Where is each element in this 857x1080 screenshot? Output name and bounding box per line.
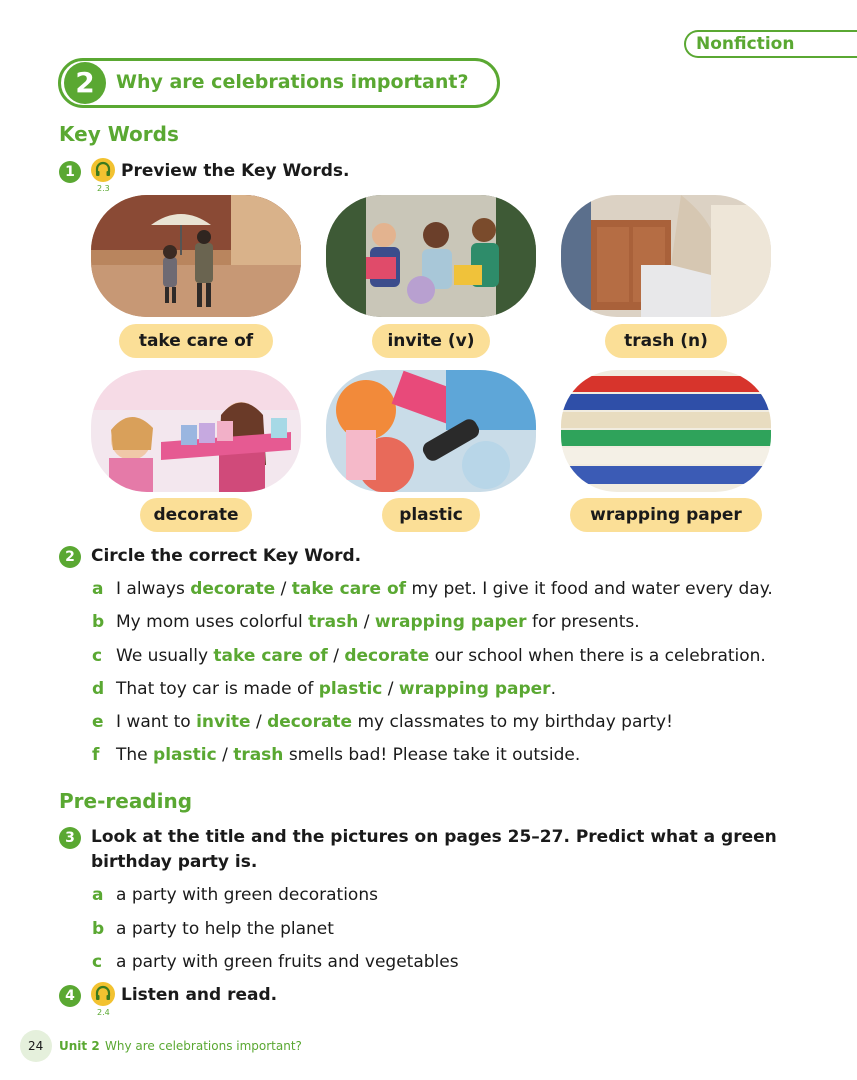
photo-decorate bbox=[91, 370, 301, 492]
key-word-option[interactable]: plastic bbox=[153, 745, 217, 765]
step-2-number: 2 bbox=[59, 546, 81, 568]
option-text: a party with green decorations bbox=[116, 885, 378, 905]
question-letter: e bbox=[92, 712, 104, 732]
audio-track-number: 2.4 bbox=[97, 1008, 110, 1017]
option-separator: / bbox=[333, 646, 339, 666]
photo-take-care-of bbox=[91, 195, 301, 317]
footer-title: Why are celebrations important? bbox=[105, 1039, 302, 1053]
sentence-end: for presents. bbox=[531, 612, 640, 632]
sentence-start: My mom uses colorful bbox=[116, 612, 303, 632]
key-word-wrapping-paper: wrapping paper bbox=[570, 498, 762, 532]
key-word-plastic: plastic bbox=[382, 498, 480, 532]
key-word-option[interactable]: plastic bbox=[318, 679, 383, 699]
key-word-option[interactable]: wrapping paper bbox=[398, 679, 551, 699]
photo-wrapping-paper bbox=[561, 370, 771, 492]
key-word-invite: invite (v) bbox=[372, 324, 490, 358]
sentence-end: smells bad! Please take it outside. bbox=[288, 745, 581, 765]
key-word-option[interactable]: take care of bbox=[213, 646, 328, 666]
key-word-option[interactable]: trash bbox=[308, 612, 359, 632]
option-separator: / bbox=[222, 745, 228, 765]
question-sentence bbox=[116, 712, 673, 732]
option-letter: b bbox=[92, 919, 105, 939]
step-1-number: 1 bbox=[59, 161, 81, 183]
option-letter: a bbox=[92, 885, 104, 905]
unit-title: Why are celebrations important? bbox=[116, 71, 469, 93]
sentence-start: I always bbox=[116, 579, 185, 599]
step-3-instruction-line-2: birthday party is. bbox=[91, 852, 258, 872]
page-number: 24 bbox=[28, 1039, 44, 1053]
key-word-option[interactable]: wrapping paper bbox=[374, 612, 527, 632]
key-word-option[interactable]: decorate bbox=[344, 646, 430, 666]
step-1-instruction: Preview the Key Words. bbox=[121, 161, 350, 181]
key-word-take-care-of: take care of bbox=[119, 324, 273, 358]
option-separator: / bbox=[363, 612, 370, 632]
option-letter: c bbox=[92, 952, 103, 972]
sentence-end: my pet. I give it food and water every day. bbox=[411, 579, 773, 599]
key-word-option[interactable]: trash bbox=[233, 745, 284, 765]
photo-trash bbox=[561, 195, 771, 317]
sentence-end: our school when there is a celebration. bbox=[434, 646, 766, 666]
audio-track-number: 2.3 bbox=[97, 184, 110, 193]
question-sentence bbox=[116, 745, 580, 765]
sentence-end: . bbox=[550, 679, 556, 699]
question-letter: c bbox=[92, 646, 103, 666]
option-text: a party with green fruits and vegetables bbox=[116, 952, 459, 972]
key-word-decorate: decorate bbox=[140, 498, 252, 532]
option-separator: / bbox=[387, 679, 394, 699]
question-letter: a bbox=[92, 579, 104, 599]
step-3-number: 3 bbox=[59, 827, 81, 849]
question-sentence bbox=[116, 646, 766, 666]
step-4-instruction: Listen and read. bbox=[121, 985, 278, 1005]
sentence-start: That toy car is made of bbox=[116, 679, 314, 699]
question-letter: d bbox=[92, 679, 105, 699]
question-letter: f bbox=[92, 745, 100, 765]
section-tab bbox=[684, 30, 857, 58]
photo-invite bbox=[326, 195, 536, 317]
sentence-start: We usually bbox=[116, 646, 209, 666]
step-2-instruction: Circle the correct Key Word. bbox=[91, 546, 362, 566]
audio-icon[interactable] bbox=[91, 982, 115, 1006]
key-word-option[interactable]: take care of bbox=[291, 579, 407, 599]
question-sentence bbox=[116, 679, 556, 699]
key-word-option[interactable]: invite bbox=[196, 712, 251, 732]
section-tab-label: Nonfiction bbox=[696, 34, 795, 54]
unit-number: 2 bbox=[64, 62, 106, 104]
photo-plastic bbox=[326, 370, 536, 492]
audio-icon[interactable] bbox=[91, 158, 115, 182]
pre-reading-title: Pre-reading bbox=[59, 789, 193, 813]
key-words-title: Key Words bbox=[59, 122, 179, 146]
question-sentence bbox=[116, 612, 640, 632]
option-separator: / bbox=[280, 579, 287, 599]
question-letter: b bbox=[92, 612, 105, 632]
sentence-start: The bbox=[116, 745, 148, 765]
key-word-option[interactable]: decorate bbox=[267, 712, 353, 732]
question-sentence bbox=[116, 579, 773, 599]
option-text: a party to help the planet bbox=[116, 919, 334, 939]
sentence-end: my classmates to my birthday party! bbox=[357, 712, 673, 732]
key-word-option[interactable]: decorate bbox=[190, 579, 276, 599]
footer-unit: Unit 2 bbox=[59, 1039, 100, 1053]
step-3-instruction-line-1: Look at the title and the pictures on pages 25–27. Predict what a green bbox=[91, 827, 777, 847]
key-word-trash: trash (n) bbox=[605, 324, 727, 358]
option-separator: / bbox=[255, 712, 262, 732]
step-4-number: 4 bbox=[59, 985, 81, 1007]
sentence-start: I want to bbox=[116, 712, 191, 732]
